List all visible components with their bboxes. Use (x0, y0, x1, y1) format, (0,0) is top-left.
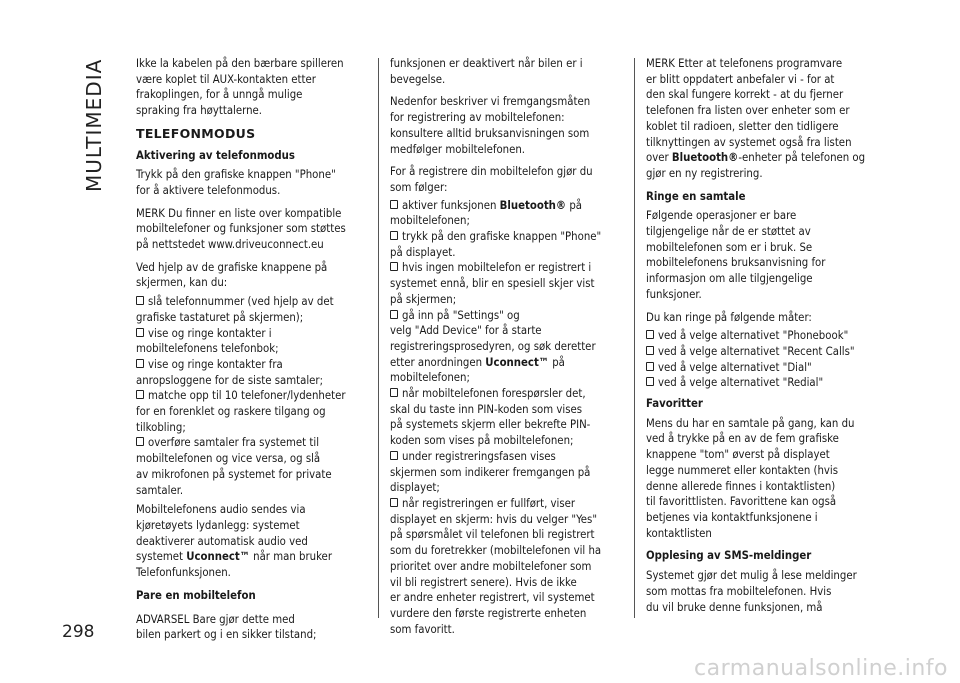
note-paragraph: MERK Du finner en liste over kompatible mobiltelefoner og funksjoner som støttes på nettstedet www.driveuconnect.eu (136, 206, 346, 252)
bullet-list: aktiver funksjonen Bluetooth® på mobiltelefonen; trykk på den grafiske knappen "Phone" på displayet. hvis ingen mobiltelefon er registrert i systemet ennå, blir en spesiell skjer vist på skjermen; gå inn på "Settings" og velg "Add Device" for å starte registreringsprosedyren, og søk deretter etter anordningen Uconnect™ på mobiltelefonen; når mobiltelefonen forespørsler det, skal du taste inn PIN-koden som vises på systemets skjerm eller bekrefte PIN- koden som vises på mobiltelefonen; under registreringsfasen vises skjermen som indikerer fremgangen på displayet; når registreringen er fullført, viser displayet en skjerm: hvis du velger "Yes" på spørsmålet vil telefonen bli registrert som du foretrekker (mobiltelefonen vil ha prioritet over andre mobiltelefoner som vil bli registrert senere). Hvis de ikke er andre enheter registrert, vil systemet vurdere den første registrerte enheten som favoritt. (390, 198, 622, 638)
list-item: trykk på den grafiske knappen "Phone" (390, 229, 622, 245)
bullet-icon (390, 498, 398, 507)
section-title (82, 52, 112, 192)
paragraph: Mobiltelefonens audio sendes via kjøretøyets lydanlegg: systemet deaktiverer automatisk audio ved systemet Uconnect™ når man bruker Telefonfunksjonen. (136, 503, 332, 580)
bullet-icon (390, 262, 398, 271)
paragraph: funksjonen er deaktivert når bilen er i bevegelse. (390, 57, 583, 86)
paragraph: Mens du har en samtale på gang, kan du ved å trykke på en av de fem grafiske knappene "tom" øverst på displayet legge nummeret eller kontakten (hvis denne allerede finnes i kontaktlisten) til favorittlisten. Favorittene kan også betjenes via kontaktfunksjonene i kontaktlisten (646, 416, 855, 540)
bullet-icon (646, 346, 654, 355)
paragraph: Trykk på den grafiske knappen "Phone" for å aktivere telefonmodus. (136, 168, 336, 197)
watermark: carmanualsonline.info (694, 656, 948, 681)
paragraph: Systemet gjør det mulig å lese meldinger som mottas fra mobiltelefonen. Hvis du vil bruke denne funksjonen, må (646, 569, 857, 614)
section-heading: TELEFONMODUS (136, 125, 256, 141)
subheading: Favoritter (646, 397, 703, 411)
bullet-icon (390, 388, 398, 397)
bullet-icon (390, 231, 398, 240)
bullet-icon (390, 200, 398, 209)
subheading: Pare en mobiltelefon (136, 588, 256, 602)
bullet-list (646, 328, 882, 391)
paragraph: Ikke la kabelen på den bærbare spilleren være koplet til AUX-kontakten etter frakoplingen, for å unngå mulige spraking fra høyttalerne. (136, 57, 344, 118)
subheading: Ringe en samtale (646, 189, 746, 203)
column-1 (136, 56, 368, 650)
bullet-icon (136, 328, 144, 337)
list-item: når registreringen er fullført, viser (390, 496, 622, 512)
list-item: ved å velge alternativet "Phonebook" (646, 328, 882, 344)
bullet-icon (136, 359, 144, 368)
bullet-icon (646, 377, 654, 386)
list-item: aktiver funksjonen Bluetooth® på (390, 198, 622, 214)
list-item: slå telefonnummer (ved hjelp av det (136, 294, 368, 310)
bullet-icon (390, 451, 398, 460)
bullet-icon (136, 390, 144, 399)
paragraph: Nedenfor beskriver vi fremgangsmåten for registrering av mobiltelefonen: konsultere alltid bruksanvisningen som medfølger mobiltelefonen. (390, 95, 591, 156)
bullet-list: slå telefonnummer (ved hjelp av det grafiske tastaturet på skjermen); vise og ringe kontakter i mobiltelefonens telefonbok; vise og ringe kontakter fra anropsloggene for de siste samtaler; matche opp til 10 telefoner/lydenheter for en forenklet og raskere tilgang og tilkobling; overføre samtaler fra systemet til mobiltelefonen og vice versa, og slå av mikrofonen på systemet for private samtaler. (136, 294, 368, 498)
list-item: vise og ringe kontakter fra (136, 357, 368, 373)
column-divider-2 (634, 58, 635, 618)
bullet-icon (136, 437, 144, 446)
paragraph: Ved hjelp av de grafiske knappene på skjermen, kan du: (136, 260, 328, 290)
list-item: matche opp til 10 telefoner/lydenheter (136, 388, 368, 404)
bullet-icon (390, 310, 398, 319)
paragraph: Du kan ringe på følgende måter: (646, 310, 812, 324)
list-item: ved å velge alternativet "Redial" (646, 375, 882, 391)
bullet-icon (136, 296, 144, 305)
paragraph: For å registrere din mobiltelefon gjør du som følger: (390, 165, 593, 194)
subheading: Opplesing av SMS-meldinger (646, 549, 812, 563)
list-item: hvis ingen mobiltelefon er registrert i (390, 260, 622, 276)
list-item: under registreringsfasen vises (390, 449, 622, 465)
paragraph: Følgende operasjoner er bare tilgjengelige når de er støttet av mobiltelefonen som er i bruk. Se mobiltelefonens bruksanvisning for informasjon om alle tilgjengelige funksjoner. (646, 209, 826, 301)
section-title-text: MULTIMEDIA (82, 58, 106, 192)
list-item: når mobiltelefonen forespørsler det, (390, 386, 622, 402)
bullet-icon (646, 362, 654, 371)
column-2 (390, 56, 622, 637)
list-item: gå inn på "Settings" og (390, 308, 622, 324)
page-number: 298 (62, 622, 95, 642)
list-item: ved å velge alternativet "Dial" (646, 360, 882, 376)
subheading: Aktivering av telefonmodus (136, 148, 295, 162)
bullet-icon (646, 330, 654, 339)
column-3 (646, 56, 882, 622)
note-paragraph: MERK Etter at telefonens programvare er blitt oppdatert anbefaler vi - for at den skal fungere korrekt - at du fjerner telefonen fra listen over enheter som er koblet til radioen, sletter den tidligere tilknyttingen av systemet også fra listen over Bluetooth®-enheter på telefonen og gjør en ny registrering. (646, 57, 866, 180)
list-item: vise og ringe kontakter i (136, 326, 368, 342)
warning-paragraph: ADVARSEL Bare gjør dette med bilen parkert og i en sikker tilstand; (136, 612, 317, 642)
list-item: overføre samtaler fra systemet til (136, 435, 368, 451)
column-divider-1 (378, 58, 379, 618)
list-item: ved å velge alternativet "Recent Calls" (646, 344, 882, 360)
